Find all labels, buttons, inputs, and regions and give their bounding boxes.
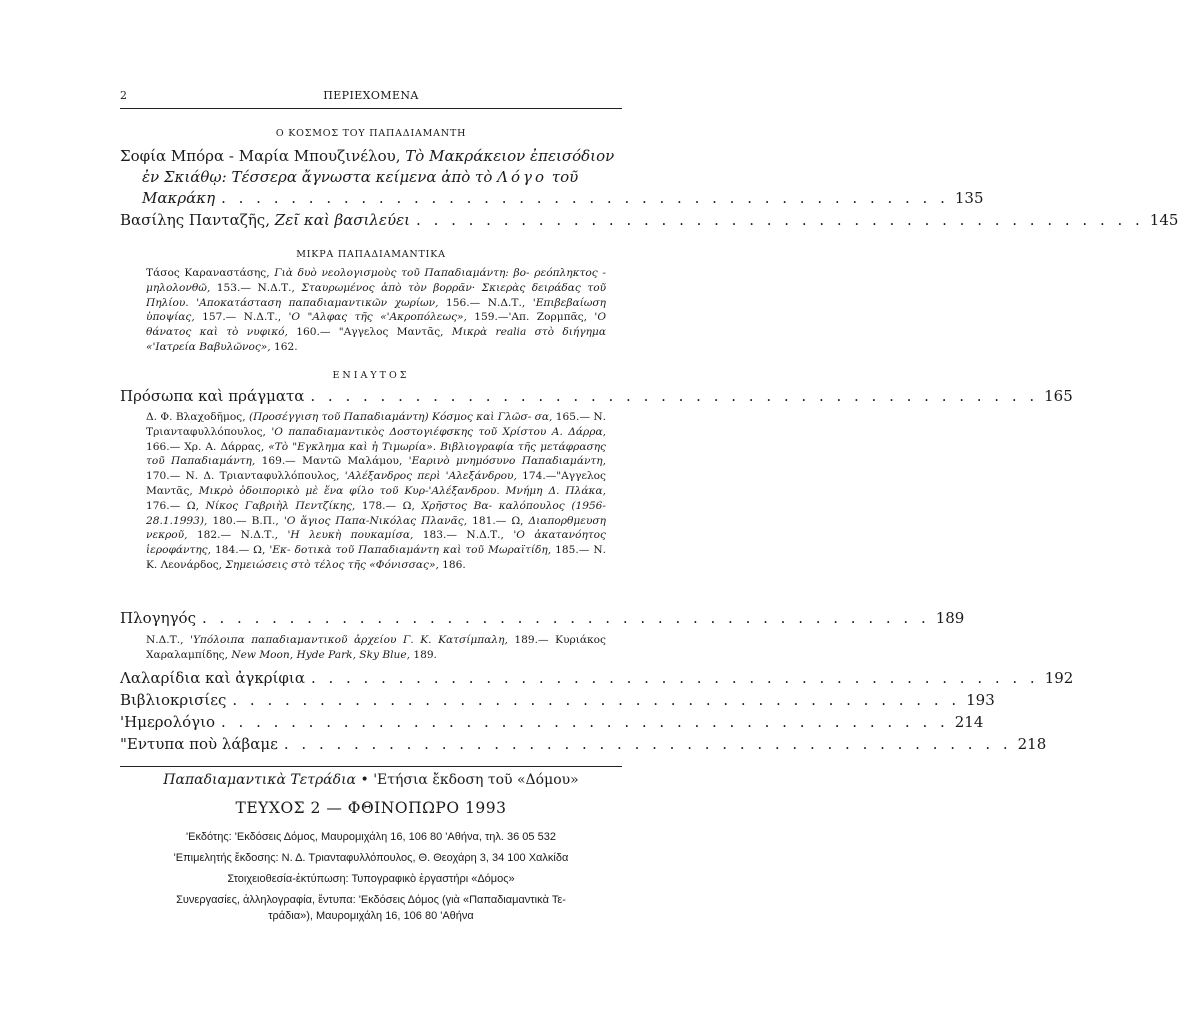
entry-page-number: 189 <box>935 609 965 627</box>
colophon <box>120 829 622 924</box>
toc-entry-1 <box>120 146 984 209</box>
entry-title: Πλογηγός <box>120 609 196 627</box>
correspondence-line-2: τράδια»), Μαυρομιχάλη 16, 106 80 'Αθήνα <box>268 910 474 922</box>
entry-author: Βασίλης Πανταζῆς, <box>120 211 270 229</box>
typesetting-line: Στοιχειοθεσία-ἐκτύπωση: Τυπογραφικὸ ἐργαστήρι «Δόμος» <box>227 873 515 885</box>
toc-entry-prosopa <box>120 386 1073 407</box>
leader-dots: . . . . . . . . . . . . . . . . . . . . . . . . . . . . . . . . . . . . . . . . . . <box>283 735 1012 753</box>
entry-title: Ζεῖ καὶ βασιλεύει <box>274 211 411 229</box>
entry-title: τοῦ <box>551 168 579 186</box>
leader-dots: . . . . . . . . . . . . . . . . . . . . . . . . . . . . . . . . . . . . . . . . . . <box>221 713 949 731</box>
page-number: 2 <box>120 89 128 102</box>
entry-title: Μακράκη <box>142 189 216 207</box>
bullet: • <box>360 772 369 788</box>
series-title: Παπαδιαμαντικὰ Τετράδια <box>163 772 357 788</box>
entry-title: Πρόσωπα καὶ πράγματα <box>120 387 305 405</box>
toc-entry-imerologio <box>120 712 984 733</box>
entry-title: ἐν Σκιάθῳ: Τέσσερα ἄγνωστα κείμενα ἀπὸ τὸ <box>142 168 493 186</box>
masthead-series <box>120 772 622 788</box>
entry-page-number: 218 <box>1017 735 1047 753</box>
mikra-notes: Τάσος Καραναστάσης, Γιὰ δυὸ νεολογισμοὺς τοῦ Παπαδιαμάντη: βο- ρεόπληκτος - μηλολονθῶ, 153.— Ν.Δ.Τ., Σταυρωμένος ἀπὸ τὸν βορρᾶν· Σκιερὰς δειράδας τοῦ Πηλίου. 'Αποκατάσταση παπαδιαμαντικῶν χωρίων, 156.— Ν.Δ.Τ., 'Επιβεβαίωση ὑποψίας, 157.— Ν.Δ.Τ., 'Ο "Αλφας τῆς «'Ακροπόλεως», 159.—'Απ. Ζορμπᾶς, 'Ο θάνατος καὶ τὸ νυφικό, 160.— "Αγγελος Μαντᾶς, Μικρὰ realia στὸ διήγημα «'Ιατρεία Βαβυλῶνος», 162. <box>146 267 607 353</box>
entry-page-number: 165 <box>1044 387 1073 405</box>
running-title: ΠΕΡΙΕΧΟΜΕΝΑ <box>323 89 419 102</box>
entry-title: Τὸ Μακράκειον ἐπεισόδιον <box>405 147 615 165</box>
toc-entry-2 <box>120 210 1178 231</box>
entry-page-number: 193 <box>966 691 995 709</box>
leader-dots: . . . . . . . . . . . . . . . . . . . . . . . . . . . . . . . . . . . . . . . . . . <box>221 189 949 207</box>
entry-page-number: 145 <box>1149 211 1178 229</box>
leader-dots: . . . . . . . . . . . . . . . . . . . . . . . . . . . . . . . . . . . . . . . . . . <box>232 691 961 709</box>
running-header <box>120 89 622 105</box>
section-heading-mikra: ΜΙΚΡΑ ΠΑΠΑΔΙΑΜΑΝΤΙΚΑ <box>296 249 446 260</box>
plogigos-notes: Ν.Δ.Τ., 'Υπόλοιπα παπαδιαμαντικοῦ ἀρχείου Γ. Κ. Κατσίμπαλη, 189.— Κυριάκος Χαραλαμπίδης, New Moon, Hyde Park, Sky Blue, 189. <box>146 634 606 661</box>
entry-author: Σοφία Μπόρα - Μαρία Μπουζινέλου, <box>120 147 401 165</box>
toc-entry-entypa <box>120 734 1047 755</box>
correspondence-line: Συνεργασίες, ἀλληλογραφία, ἔντυπα: 'Εκδόσεις Δόμος (γιὰ «Παπαδιαμαντικὰ Τε- <box>176 894 566 906</box>
entry-title: Βιβλιοκρισίες <box>120 691 227 709</box>
entry-title: Λαλαρίδια καὶ ἀγκρίφια <box>120 669 305 687</box>
editor-line: 'Επιμελητής ἔκδοσης: Ν. Δ. Τριανταφυλλόπουλος, Θ. Θεοχάρη 3, 34 100 Χαλκίδα <box>173 852 569 864</box>
issue-line: ΤΕΥΧΟΣ 2 — ΦΘΙΝΟΠΩΡΟ 1993 <box>235 799 507 817</box>
leader-dots: . . . . . . . . . . . . . . . . . . . . . . . . . . . . . . . . . . . . . . . . . . <box>310 669 1039 687</box>
section-heading-eniautos: ΕΝΙΑΥΤΟΣ <box>332 370 410 381</box>
toc-entry-vivliokrisies <box>120 690 995 711</box>
section-heading-kosmos: Ο ΚΟΣΜΟΣ ΤΟΥ ΠΑΠΑΔΙΑΜΑΝΤΗ <box>275 128 467 139</box>
entry-title: "Εντυπα ποὺ λάβαμε <box>120 735 278 753</box>
leader-dots: . . . . . . . . . . . . . . . . . . . . . . . . . . . . . . . . . . . . . . . . . . <box>416 211 1144 229</box>
prosopa-notes: Δ. Φ. Βλαχοδῆμος, (Προσέγγιση τοῦ Παπαδιαμάντη) Κόσμος καὶ Γλῶσ- σα, 165.— Ν. Τριανταφυλλόπουλος, 'Ο παπαδιαμαντικὸς Δοστογιέφσκης τοῦ Χρίστου Α. Δάρρα, 166.— Χρ. Α. Δάρρας, «Τὸ "Εγκλημα καὶ ἡ Τιμωρία». Βιβλιογραφία τῆς μετάφρασης τοῦ Παπαδιαμάντη, 169.— Μαντῶ Μαλάμου, 'Εαρινὸ μνημόσυνο Παπαδιαμάντη, 170.— Ν. Δ. Τριανταφυλλόπουλος, 'Αλέξανδρος περὶ 'Αλεξάνδρου, 174.—"Αγγελος Μαντᾶς, Μικρὸ ὁδοιπορικὸ μὲ ἕνα φίλο τοῦ Κυρ-'Αλέξανδρου. Μνήμη Δ. Πλάκα, 176.— Ω, Νίκος Γαβριὴλ Πεντζίκης, 178.— Ω, Χρῆστος Βα- καλόπουλος (1956-28.1.1993), 180.— Β.Π., 'Ο ἅγιος Παπα-Νικόλας Πλανᾶς, 181.— Ω, Διαπορθμευση νεκροῦ, 182.— Ν.Δ.Τ., 'Η λευκὴ πουκαμίσα, 183.— Ν.Δ.Τ., 'Ο ἀκατανόητος ἱεροφάντης, 184.— Ω, 'Εκ- δοτικὰ τοῦ Παπαδιαμάντη καὶ τοῦ Μωραϊτίδη, 185.— Ν. Κ. Λεονάρδος, Σημειώσεις στὸ τέλος τῆς «Φόνισσας», 186. <box>146 411 607 571</box>
masthead-rule <box>120 766 622 767</box>
leader-dots: . . . . . . . . . . . . . . . . . . . . . . . . . . . . . . . . . . . . . . . . . . <box>201 609 930 627</box>
toc-entry-lalaridia <box>120 668 1074 689</box>
series-subtitle: 'Ετήσια ἔκδοση τοῦ «Δόμου» <box>373 772 579 788</box>
entry-page-number: 135 <box>954 189 984 207</box>
entry-page-number: 214 <box>954 713 984 731</box>
entry-title: 'Ημερολόγιο <box>120 713 215 731</box>
publisher-line: 'Εκδότης: 'Εκδόσεις Δόμος, Μαυρομιχάλη 16, 106 80 'Αθήνα, τηλ. 36 05 532 <box>186 831 556 843</box>
entry-page-number: 192 <box>1044 669 1074 687</box>
entry-title: Λόγο <box>497 168 547 186</box>
header-rule <box>120 108 622 109</box>
toc-entry-plogigos <box>120 608 965 629</box>
leader-dots: . . . . . . . . . . . . . . . . . . . . . . . . . . . . . . . . . . . . . . . . . . <box>310 387 1039 405</box>
